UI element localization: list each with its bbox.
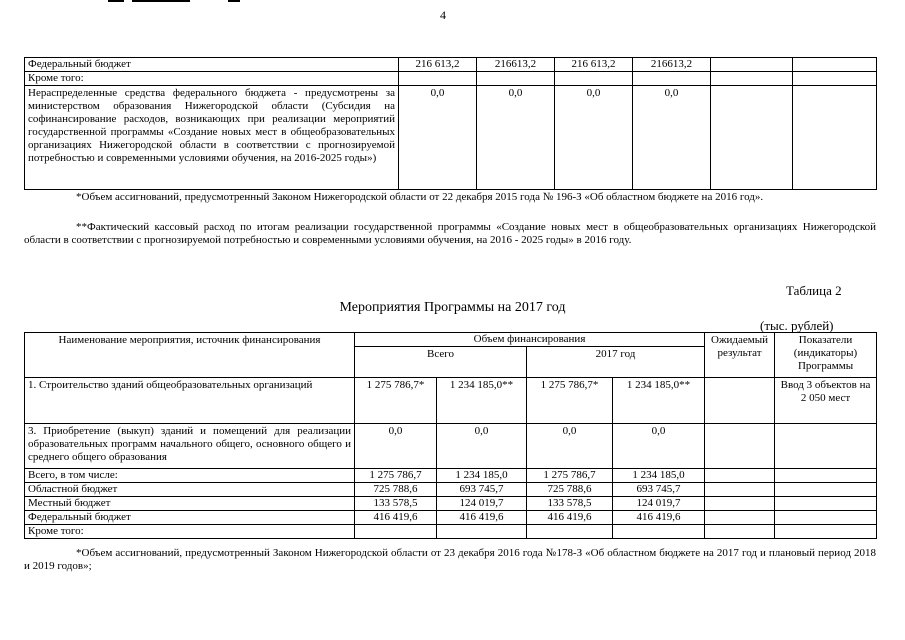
empty-cell [399,71,477,85]
value-cell: 1 275 786,7* [355,377,437,423]
empty-cell [633,71,711,85]
table-row [25,423,877,468]
value-cell: 124 019,7 [437,496,527,510]
row-label: 1. Строительство зданий общеобразовательных организаций [25,377,355,423]
row-label: Всего, в том числе: [25,468,355,482]
row-label: Местный бюджет [25,496,355,510]
value-cell: 133 578,5 [355,496,437,510]
page-edge-mark [108,0,124,2]
value-cell: 416 419,6 [527,510,613,524]
value-cell: 1 275 786,7* [527,377,613,423]
empty-cell [355,524,437,538]
indicator-cell [775,423,877,468]
header-expected: Ожидаемый результат [705,333,775,378]
empty-cell [527,524,613,538]
expected-cell [705,496,775,510]
value-cell: 0,0 [555,85,633,189]
empty-cell [437,524,527,538]
indicator-cell [775,496,877,510]
expected-cell [705,423,775,468]
indicator-cell [775,482,877,496]
empty-cell [477,71,555,85]
empty-cell [793,85,877,189]
value-cell: 693 745,7 [613,482,705,496]
value-cell: 124 019,7 [613,496,705,510]
empty-cell [711,71,793,85]
page-edge-mark [132,0,190,2]
table-row [25,468,877,482]
row-label: Федеральный бюджет [25,510,355,524]
header-total: Всего [355,346,527,377]
value-cell: 1 234 185,0 [613,468,705,482]
value-cell: 1 234 185,0** [437,377,527,423]
row-label: Кроме того: [25,71,399,85]
value-cell: 0,0 [437,423,527,468]
table-top [24,57,877,190]
table-header-row [25,333,877,347]
table-label: Таблица 2 [786,283,842,298]
value-cell: 416 419,6 [355,510,437,524]
footnote: *Объем ассигнований, предусмотренный Законом Нижегородской области от 23 декабря 2016 года №178-З «Об областном бюджете на 2017 год и плановый период 2018 и 2019 годов»; [24,547,876,572]
row-label: 3. Приобретение (выкуп) зданий и помещений для реализации образовательных программ начального общего, основного общего и среднего общего образования [25,423,355,468]
page-edge-mark [228,0,240,2]
indicator-cell [775,510,877,524]
row-label: Областной бюджет [25,482,355,496]
page-number: 4 [440,8,446,22]
empty-cell [555,71,633,85]
table-row [25,524,877,538]
value-cell: 1 234 185,0 [437,468,527,482]
table-title: Мероприятия Программы на 2017 год [339,300,566,315]
table-row [25,58,877,72]
value-cell: 725 788,6 [527,482,613,496]
table-2 [24,332,877,539]
table-units: (тыс. рублей) [760,318,834,333]
value-cell: 725 788,6 [355,482,437,496]
header-funding: Объем финансирования [355,333,705,347]
empty-cell [711,58,793,72]
empty-cell [793,71,877,85]
value-cell: 693 745,7 [437,482,527,496]
value-cell: 1 234 185,0** [613,377,705,423]
value-cell: 133 578,5 [527,496,613,510]
value-cell: 216 613,2 [555,58,633,72]
header-indicators: Показатели (индикаторы) Программы [775,333,877,378]
header-year: 2017 год [527,346,705,377]
value-cell: 0,0 [633,85,711,189]
indicator-cell: Ввод 3 объектов на 2 050 мест [775,377,877,423]
table-row [25,377,877,423]
footnote: *Объем ассигнований, предусмотренный Законом Нижегородской области от 22 декабря 2015 года № 196-З «Об областном бюджете на 2016 год». [76,191,764,203]
value-cell: 216613,2 [633,58,711,72]
empty-cell [613,524,705,538]
empty-cell [711,85,793,189]
table-row [25,85,877,189]
row-label: Кроме того: [25,524,355,538]
empty-cell [705,524,775,538]
value-cell: 416 419,6 [613,510,705,524]
value-cell: 216613,2 [477,58,555,72]
row-label: Федеральный бюджет [25,58,399,72]
expected-cell [705,377,775,423]
expected-cell [705,468,775,482]
value-cell: 0,0 [355,423,437,468]
value-cell: 1 275 786,7 [355,468,437,482]
expected-cell [705,510,775,524]
expected-cell [705,482,775,496]
value-cell: 0,0 [399,85,477,189]
value-cell: 1 275 786,7 [527,468,613,482]
value-cell: 416 419,6 [437,510,527,524]
table-row [25,482,877,496]
row-label: Нераспределенные средства федерального бюджета - предусмотрены за министерством образования Нижегородской области (Субсидия на софинансирование расходов, возникающих при реализации мероприятий государственной программы «Создание новых мест в общеобразовательных организациях Нижегородской области в соответствии с прогнозируемой потребностью и современными условиями обучения, на 2016-2025 годы») [25,85,399,189]
value-cell: 0,0 [613,423,705,468]
table-row [25,71,877,85]
value-cell: 0,0 [477,85,555,189]
value-cell: 216 613,2 [399,58,477,72]
footnote: **Фактический кассовый расход по итогам реализации государственной программы «Создание новых мест в общеобразовательных организациях Нижегородской области в соответствии с прогнозируемой потребностью и современными условиями обучения, на 2016 - 2025 годы» в 2016 году. [24,221,876,246]
header-name: Наименование мероприятия, источник финансирования [25,333,355,378]
value-cell: 0,0 [527,423,613,468]
table-row [25,510,877,524]
empty-cell [793,58,877,72]
empty-cell [775,524,877,538]
table-row [25,496,877,510]
indicator-cell [775,468,877,482]
